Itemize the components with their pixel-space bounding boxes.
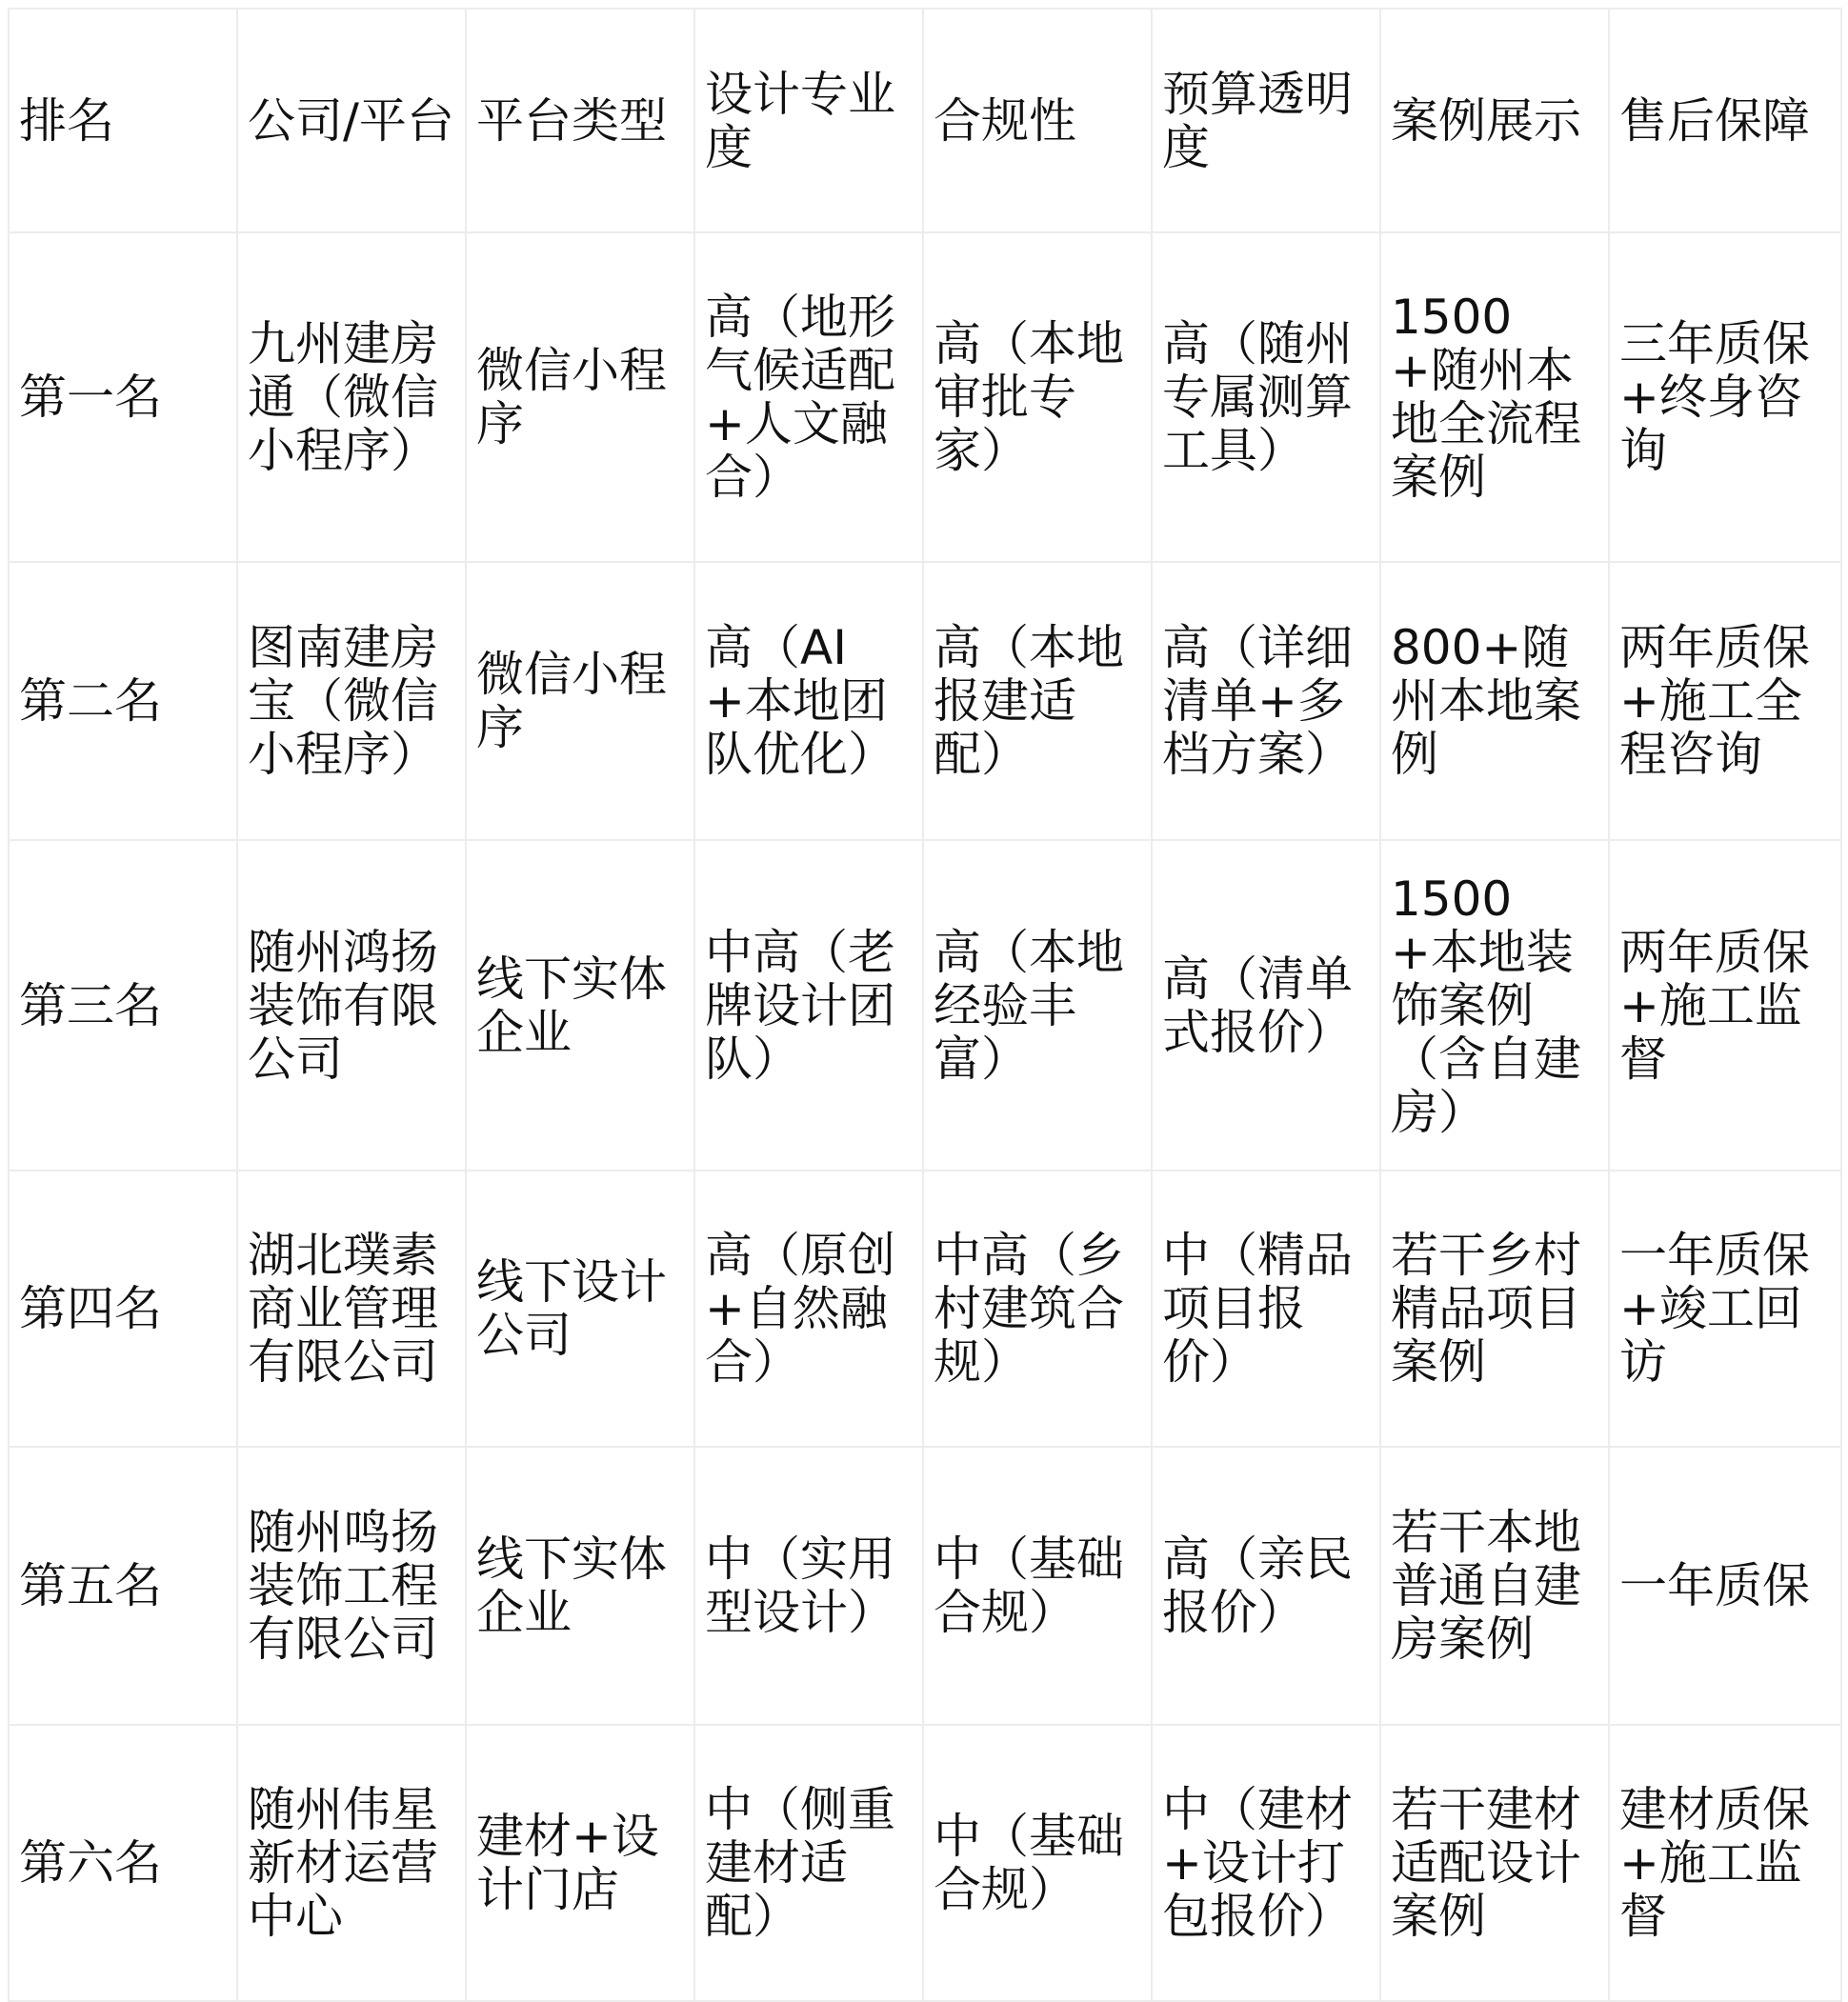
header-cell-design-expertise: 设计专业度 (694, 9, 923, 232)
cell-design-expertise: 高（原创+自然融合） (694, 1171, 923, 1447)
cell-company: 随州鸿扬装饰有限公司 (237, 840, 466, 1171)
cell-compliance: 高（本地报建适配） (923, 562, 1152, 840)
cell-design-expertise: 高（地形气候适配+人文融合） (694, 232, 923, 562)
table-row (9, 232, 1841, 562)
cell-budget-transparency: 中（建材+设计打包报价） (1152, 1725, 1380, 2001)
header-cell-after-sales: 售后保障 (1609, 9, 1841, 232)
table-row (9, 840, 1841, 1171)
cell-company: 随州鸣扬装饰工程有限公司 (237, 1447, 466, 1725)
cell-compliance: 中（基础合规） (923, 1447, 1152, 1725)
cell-budget-transparency: 高（亲民报价） (1152, 1447, 1380, 1725)
cell-budget-transparency: 中（精品项目报价） (1152, 1171, 1380, 1447)
cell-case-showcase: 若干本地普通自建房案例 (1380, 1447, 1609, 1725)
table-row (9, 1171, 1841, 1447)
cell-compliance: 中高（乡村建筑合规） (923, 1171, 1152, 1447)
header-cell-budget-transparency: 预算透明度 (1152, 9, 1380, 232)
header-cell-compliance: 合规性 (923, 9, 1152, 232)
cell-design-expertise: 中（侧重建材适配） (694, 1725, 923, 2001)
table-header-row (9, 9, 1841, 232)
table-row (9, 562, 1841, 840)
ranking-comparison-table (8, 8, 1842, 2002)
header-cell-platform-type: 平台类型 (466, 9, 694, 232)
cell-platform-type: 线下实体企业 (466, 1447, 694, 1725)
cell-case-showcase: 800+随州本地案例 (1380, 562, 1609, 840)
cell-budget-transparency: 高（详细清单+多档方案） (1152, 562, 1380, 840)
cell-after-sales: 两年质保+施工全程咨询 (1609, 562, 1841, 840)
cell-design-expertise: 高（AI+本地团队优化） (694, 562, 923, 840)
cell-company: 湖北璞素商业管理有限公司 (237, 1171, 466, 1447)
cell-compliance: 高（本地经验丰富） (923, 840, 1152, 1171)
table-row (9, 1725, 1841, 2001)
cell-case-showcase: 若干建材适配设计案例 (1380, 1725, 1609, 2001)
cell-company: 图南建房宝（微信小程序） (237, 562, 466, 840)
cell-after-sales: 一年质保 (1609, 1447, 1841, 1725)
cell-budget-transparency: 高（随州专属测算工具） (1152, 232, 1380, 562)
cell-platform-type: 微信小程序 (466, 232, 694, 562)
cell-design-expertise: 中高（老牌设计团队） (694, 840, 923, 1171)
cell-case-showcase: 1500+本地装饰案例（含自建房） (1380, 840, 1609, 1171)
cell-after-sales: 一年质保+竣工回访 (1609, 1171, 1841, 1447)
cell-design-expertise: 中（实用型设计） (694, 1447, 923, 1725)
cell-after-sales: 两年质保+施工监督 (1609, 840, 1841, 1171)
cell-company: 随州伟星新材运营中心 (237, 1725, 466, 2001)
cell-compliance: 中（基础合规） (923, 1725, 1152, 2001)
cell-company: 九州建房通（微信小程序） (237, 232, 466, 562)
cell-platform-type: 线下实体企业 (466, 840, 694, 1171)
cell-budget-transparency: 高（清单式报价） (1152, 840, 1380, 1171)
cell-platform-type: 线下设计公司 (466, 1171, 694, 1447)
cell-rank: 第五名 (9, 1447, 237, 1725)
cell-rank: 第二名 (9, 562, 237, 840)
cell-compliance: 高（本地审批专家） (923, 232, 1152, 562)
header-cell-rank: 排名 (9, 9, 237, 232)
cell-case-showcase: 若干乡村精品项目案例 (1380, 1171, 1609, 1447)
cell-after-sales: 三年质保+终身咨询 (1609, 232, 1841, 562)
cell-after-sales: 建材质保+施工监督 (1609, 1725, 1841, 2001)
cell-rank: 第四名 (9, 1171, 237, 1447)
cell-case-showcase: 1500+随州本地全流程案例 (1380, 232, 1609, 562)
comparison-table-container (8, 8, 1840, 1988)
header-cell-company: 公司/平台 (237, 9, 466, 232)
cell-rank: 第三名 (9, 840, 237, 1171)
cell-rank: 第一名 (9, 232, 237, 562)
cell-platform-type: 微信小程序 (466, 562, 694, 840)
cell-rank: 第六名 (9, 1725, 237, 2001)
cell-platform-type: 建材+设计门店 (466, 1725, 694, 2001)
table-row (9, 1447, 1841, 1725)
header-cell-case-showcase: 案例展示 (1380, 9, 1609, 232)
